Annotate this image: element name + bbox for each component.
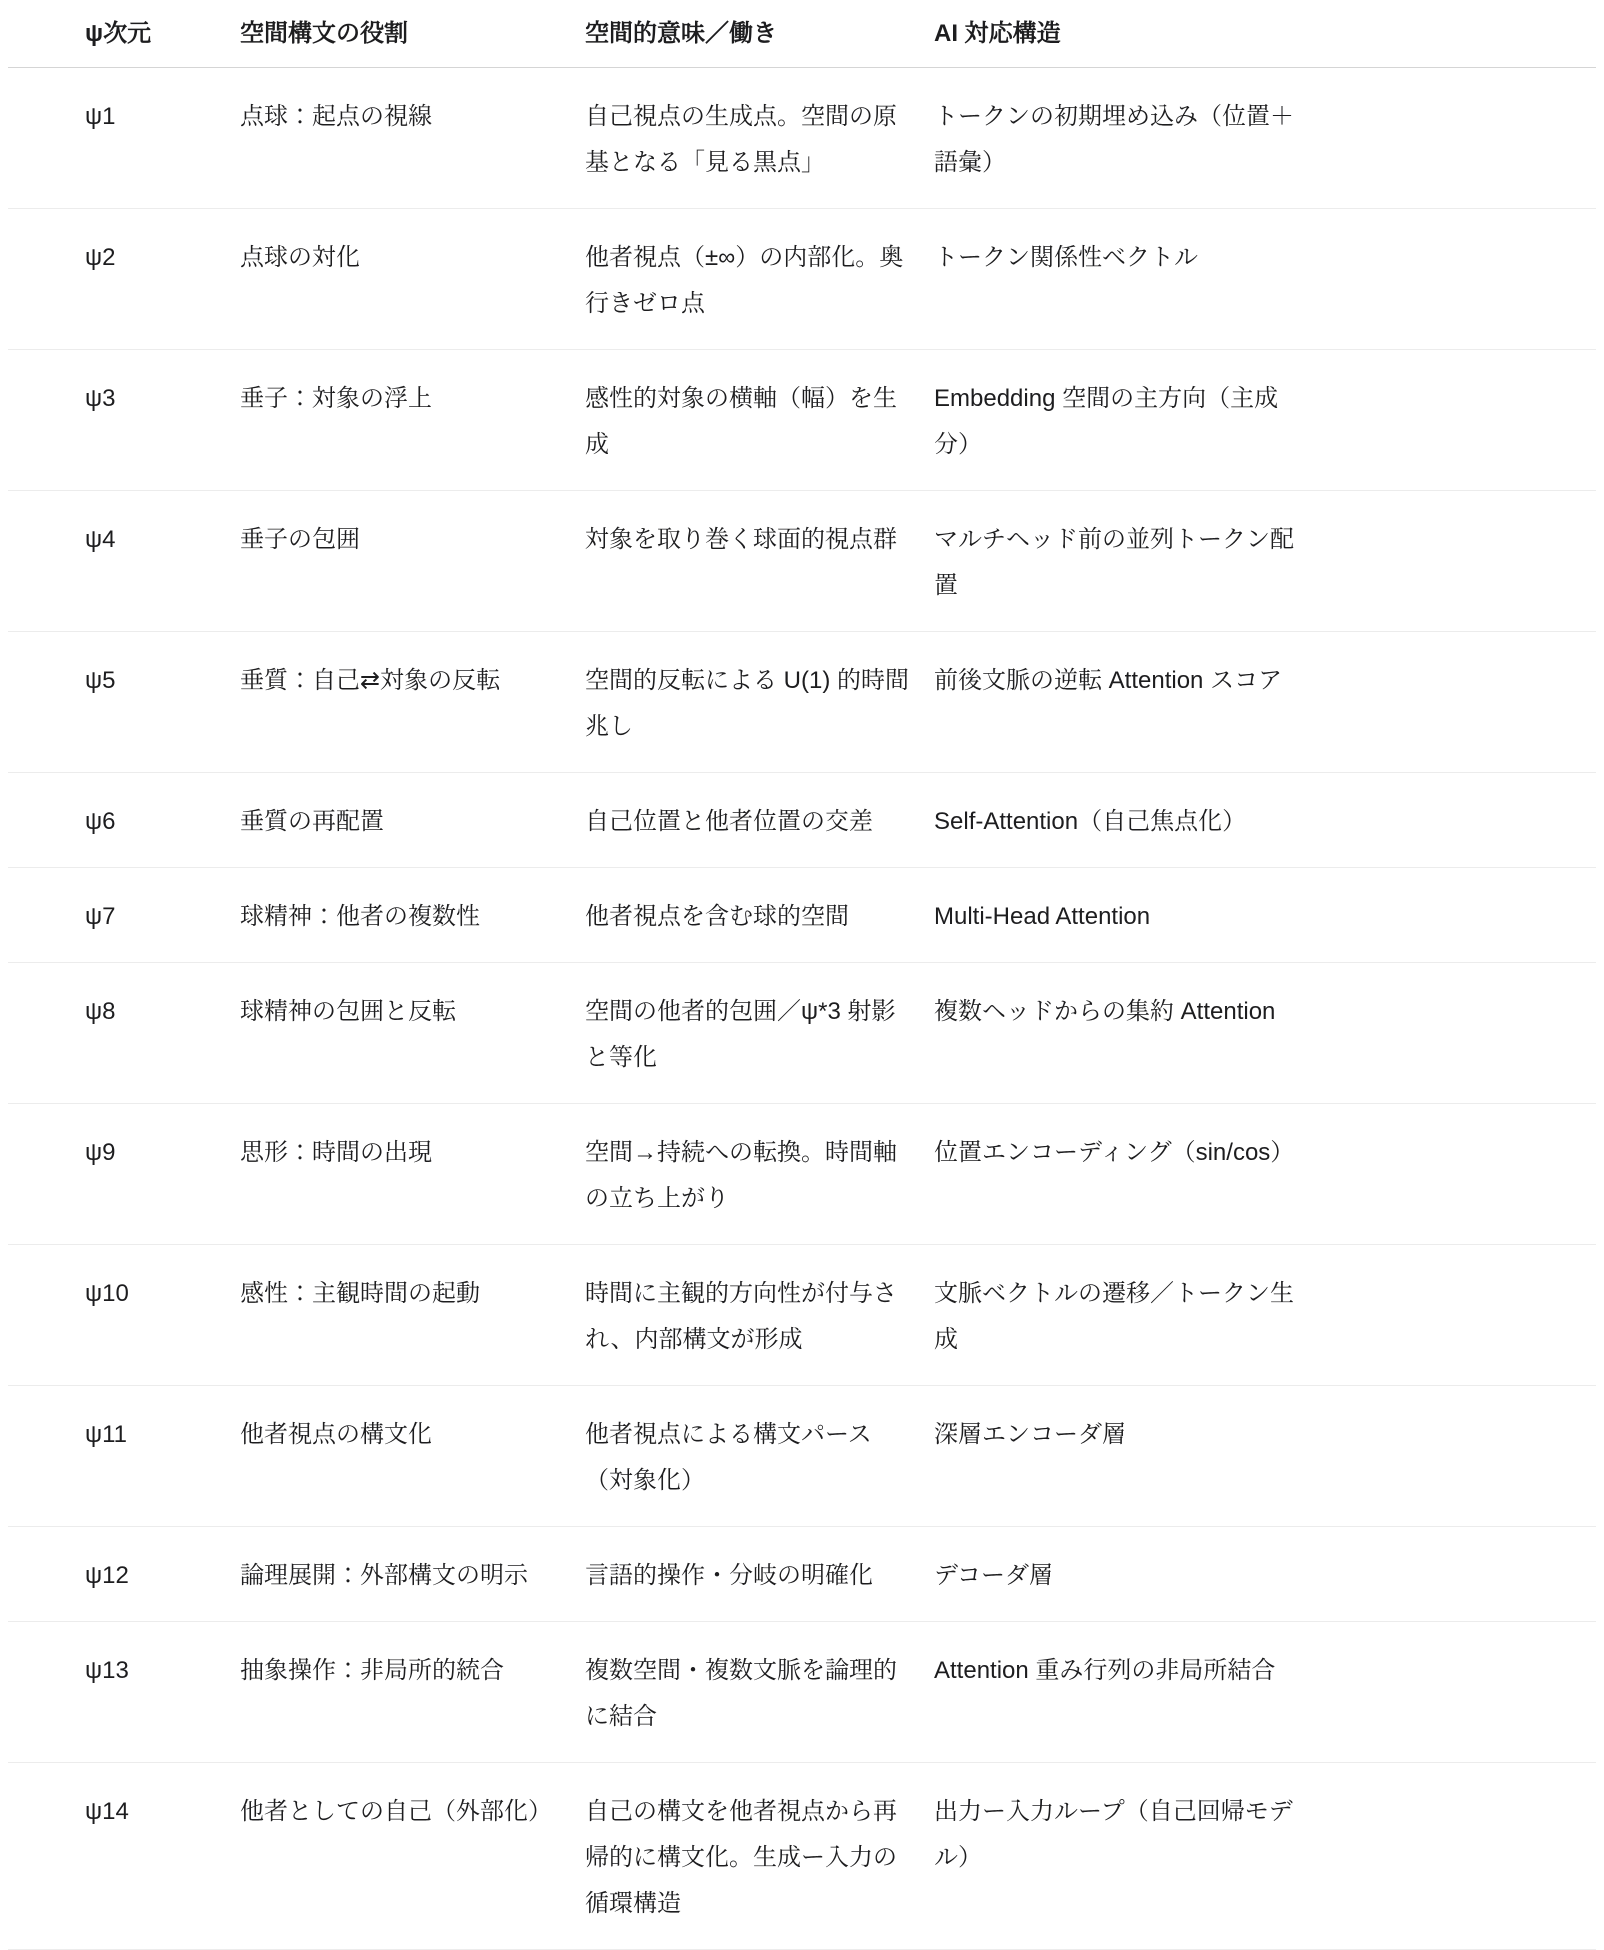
- table-row: [8, 491, 1596, 632]
- cell-psi-dimension: ψ2: [8, 209, 240, 350]
- cell-ai-structure: Multi-Head Attention: [934, 868, 1596, 963]
- cell-spatial-syntax-role: 垂質の再配置: [240, 773, 585, 868]
- cell-ai-structure: デコーダ層: [934, 1527, 1596, 1622]
- table-row: [8, 1104, 1596, 1245]
- cell-psi-dimension: ψ13: [8, 1622, 240, 1763]
- cell-ai-structure: 位置エンコーディング（sin/cos）: [934, 1104, 1596, 1245]
- cell-ai-structure: トークンの初期埋め込み（位置＋語彙）: [934, 68, 1596, 209]
- table-row: [8, 1527, 1596, 1622]
- table-row: [8, 773, 1596, 868]
- table-row: [8, 1245, 1596, 1386]
- header-spatial-syntax-role: 空間構文の役割: [240, 0, 585, 68]
- cell-psi-dimension: ψ11: [8, 1386, 240, 1527]
- cell-spatial-syntax-role: 垂質：自己⇄対象の反転: [240, 632, 585, 773]
- cell-spatial-syntax-role: 垂子の包囲: [240, 491, 585, 632]
- cell-spatial-meaning: 他者視点を含む球的空間: [585, 868, 934, 963]
- table-header-row: [8, 0, 1596, 68]
- cell-ai-structure: トークン関係性ベクトル: [934, 209, 1596, 350]
- cell-psi-dimension: ψ1: [8, 68, 240, 209]
- cell-spatial-meaning: 言語的操作・分岐の明確化: [585, 1527, 934, 1622]
- table-row: [8, 209, 1596, 350]
- cell-spatial-meaning: 空間の他者的包囲／ψ*3 射影と等化: [585, 963, 934, 1104]
- header-ai-structure: AI 対応構造: [934, 0, 1596, 68]
- cell-ai-structure: 文脈ベクトルの遷移／トークン生成: [934, 1245, 1596, 1386]
- cell-ai-structure: 出力ー入力ループ（自己回帰モデル）: [934, 1763, 1596, 1950]
- cell-spatial-syntax-role: 抽象操作：非局所的統合: [240, 1622, 585, 1763]
- cell-spatial-meaning: 自己視点の生成点。空間の原基となる「見る黒点」: [585, 68, 934, 209]
- cell-spatial-meaning: 感性的対象の横軸（幅）を生成: [585, 350, 934, 491]
- cell-ai-structure: 前後文脈の逆転 Attention スコア: [934, 632, 1596, 773]
- cell-spatial-meaning: 複数空間・複数文脈を論理的に結合: [585, 1622, 934, 1763]
- cell-spatial-meaning: 空間的反転による U(1) 的時間兆し: [585, 632, 934, 773]
- table-row: [8, 1622, 1596, 1763]
- cell-spatial-syntax-role: 点球：起点の視線: [240, 68, 585, 209]
- table-row: [8, 963, 1596, 1104]
- cell-spatial-syntax-role: 感性：主観時間の起動: [240, 1245, 585, 1386]
- cell-spatial-syntax-role: 球精神の包囲と反転: [240, 963, 585, 1104]
- cell-psi-dimension: ψ5: [8, 632, 240, 773]
- cell-spatial-meaning: 他者視点（±∞）の内部化。奥行きゼロ点: [585, 209, 934, 350]
- cell-psi-dimension: ψ6: [8, 773, 240, 868]
- cell-psi-dimension: ψ14: [8, 1763, 240, 1950]
- cell-spatial-syntax-role: 点球の対化: [240, 209, 585, 350]
- cell-spatial-meaning: 他者視点による構文パース（対象化）: [585, 1386, 934, 1527]
- cell-spatial-meaning: 対象を取り巻く球面的視点群: [585, 491, 934, 632]
- cell-spatial-meaning: 自己の構文を他者視点から再帰的に構文化。生成ー入力の循環構造: [585, 1763, 934, 1950]
- cell-psi-dimension: ψ8: [8, 963, 240, 1104]
- cell-ai-structure: Self-Attention（自己焦点化）: [934, 773, 1596, 868]
- table-row: [8, 1386, 1596, 1527]
- header-spatial-meaning: 空間的意味／働き: [585, 0, 934, 68]
- cell-spatial-meaning: 空間→持続への転換。時間軸の立ち上がり: [585, 1104, 934, 1245]
- cell-psi-dimension: ψ10: [8, 1245, 240, 1386]
- cell-psi-dimension: ψ12: [8, 1527, 240, 1622]
- table-row: [8, 68, 1596, 209]
- table-row: [8, 868, 1596, 963]
- cell-ai-structure: 複数ヘッドからの集約 Attention: [934, 963, 1596, 1104]
- cell-spatial-syntax-role: 他者としての自己（外部化）: [240, 1763, 585, 1950]
- cell-psi-dimension: ψ4: [8, 491, 240, 632]
- cell-spatial-syntax-role: 論理展開：外部構文の明示: [240, 1527, 585, 1622]
- cell-ai-structure: Embedding 空間の主方向（主成分）: [934, 350, 1596, 491]
- table-body: [8, 68, 1596, 1950]
- table-row: [8, 632, 1596, 773]
- psi-dimension-table: [8, 0, 1596, 1950]
- cell-spatial-syntax-role: 垂子：対象の浮上: [240, 350, 585, 491]
- cell-ai-structure: マルチヘッド前の並列トークン配置: [934, 491, 1596, 632]
- table-row: [8, 350, 1596, 491]
- cell-ai-structure: 深層エンコーダ層: [934, 1386, 1596, 1527]
- cell-spatial-syntax-role: 他者視点の構文化: [240, 1386, 585, 1527]
- cell-spatial-meaning: 時間に主観的方向性が付与され、内部構文が形成: [585, 1245, 934, 1386]
- cell-spatial-meaning: 自己位置と他者位置の交差: [585, 773, 934, 868]
- table-row: [8, 1763, 1596, 1950]
- cell-ai-structure: Attention 重み行列の非局所結合: [934, 1622, 1596, 1763]
- cell-psi-dimension: ψ3: [8, 350, 240, 491]
- cell-psi-dimension: ψ9: [8, 1104, 240, 1245]
- cell-spatial-syntax-role: 球精神：他者の複数性: [240, 868, 585, 963]
- cell-spatial-syntax-role: 思形：時間の出現: [240, 1104, 585, 1245]
- cell-psi-dimension: ψ7: [8, 868, 240, 963]
- header-psi-dimension: ψ次元: [8, 0, 240, 68]
